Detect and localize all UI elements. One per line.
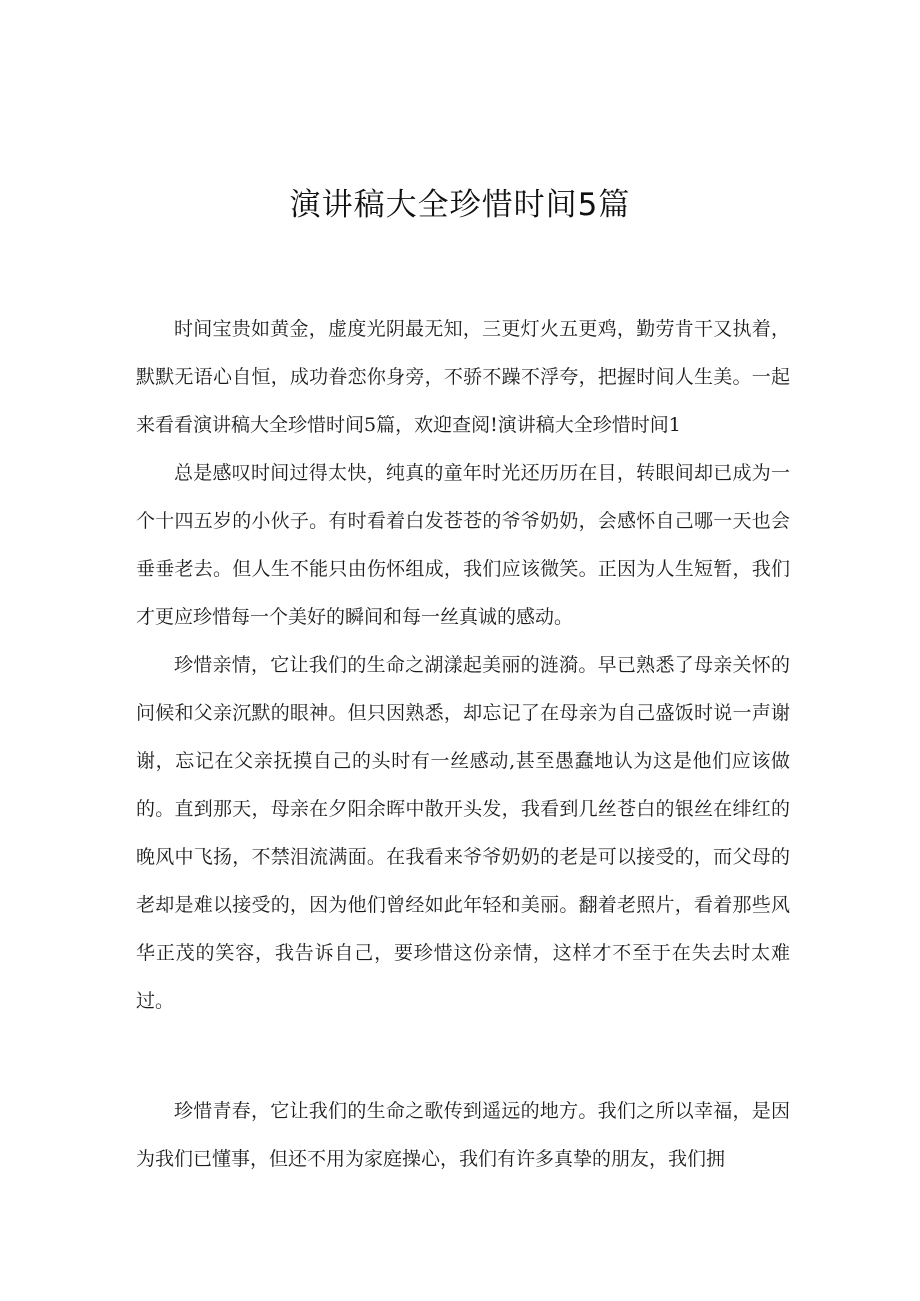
document-title: 演讲稿大全珍惜时间5篇: [289, 186, 631, 223]
document-body-continued: [136, 1087, 790, 1183]
paragraph-intro: 时间宝贵如黄金，虚度光阴最无知，三更灯火五更鸡，勤劳肯干又执着，默默无语心自恒，成功眷恋你身旁，不骄不躁不浮夸，把握时间人生美。一起来看看演讲稿大全珍惜时间5篇，欢迎查阅!演讲稿大全珍惜时间1: [136, 318, 790, 436]
paragraph-youth: 珍惜青春，它让我们的生命之歌传到遥远的地方。我们之所以幸福，是因为我们已懂事，但还不用为家庭操心，我们有许多真挚的朋友，我们拥: [136, 1100, 790, 1170]
paragraph-family: 珍惜亲情，它让我们的生命之湖漾起美丽的涟漪。早已熟悉了母亲关怀的问候和父亲沉默的眼神。但只因熟悉，却忘记了在母亲为自己盛饭时说一声谢谢，忘记在父亲抚摸自己的头时有一丝感动,甚至愚蠢地认为这是他们应该做的。直到那天，母亲在夕阳余晖中散开头发，我看到几丝苍白的银丝在绯红的晚风中飞扬，不禁泪流满面。在我看来爷爷奶奶的老是可以接受的，而父母的老却是难以接受的，因为他们曾经如此年轻和美丽。翻着老照片，看着那些风华正茂的笑容，我告诉自己，要珍惜这份亲情，这样才不至于在失去时太难过。: [136, 654, 790, 1012]
paragraph-time-passes: 总是感叹时间过得太快，纯真的童年时光还历历在目，转眼间却已成为一个十四五岁的小伙子。有时看着白发苍苍的爷爷奶奶，会感怀自己哪一天也会垂垂老去。但人生不能只由伤怀组成，我们应该微笑。正因为人生短暂，我们才更应珍惜每一个美好的瞬间和每一丝真诚的感动。: [136, 462, 790, 628]
document-body: [136, 305, 790, 1025]
